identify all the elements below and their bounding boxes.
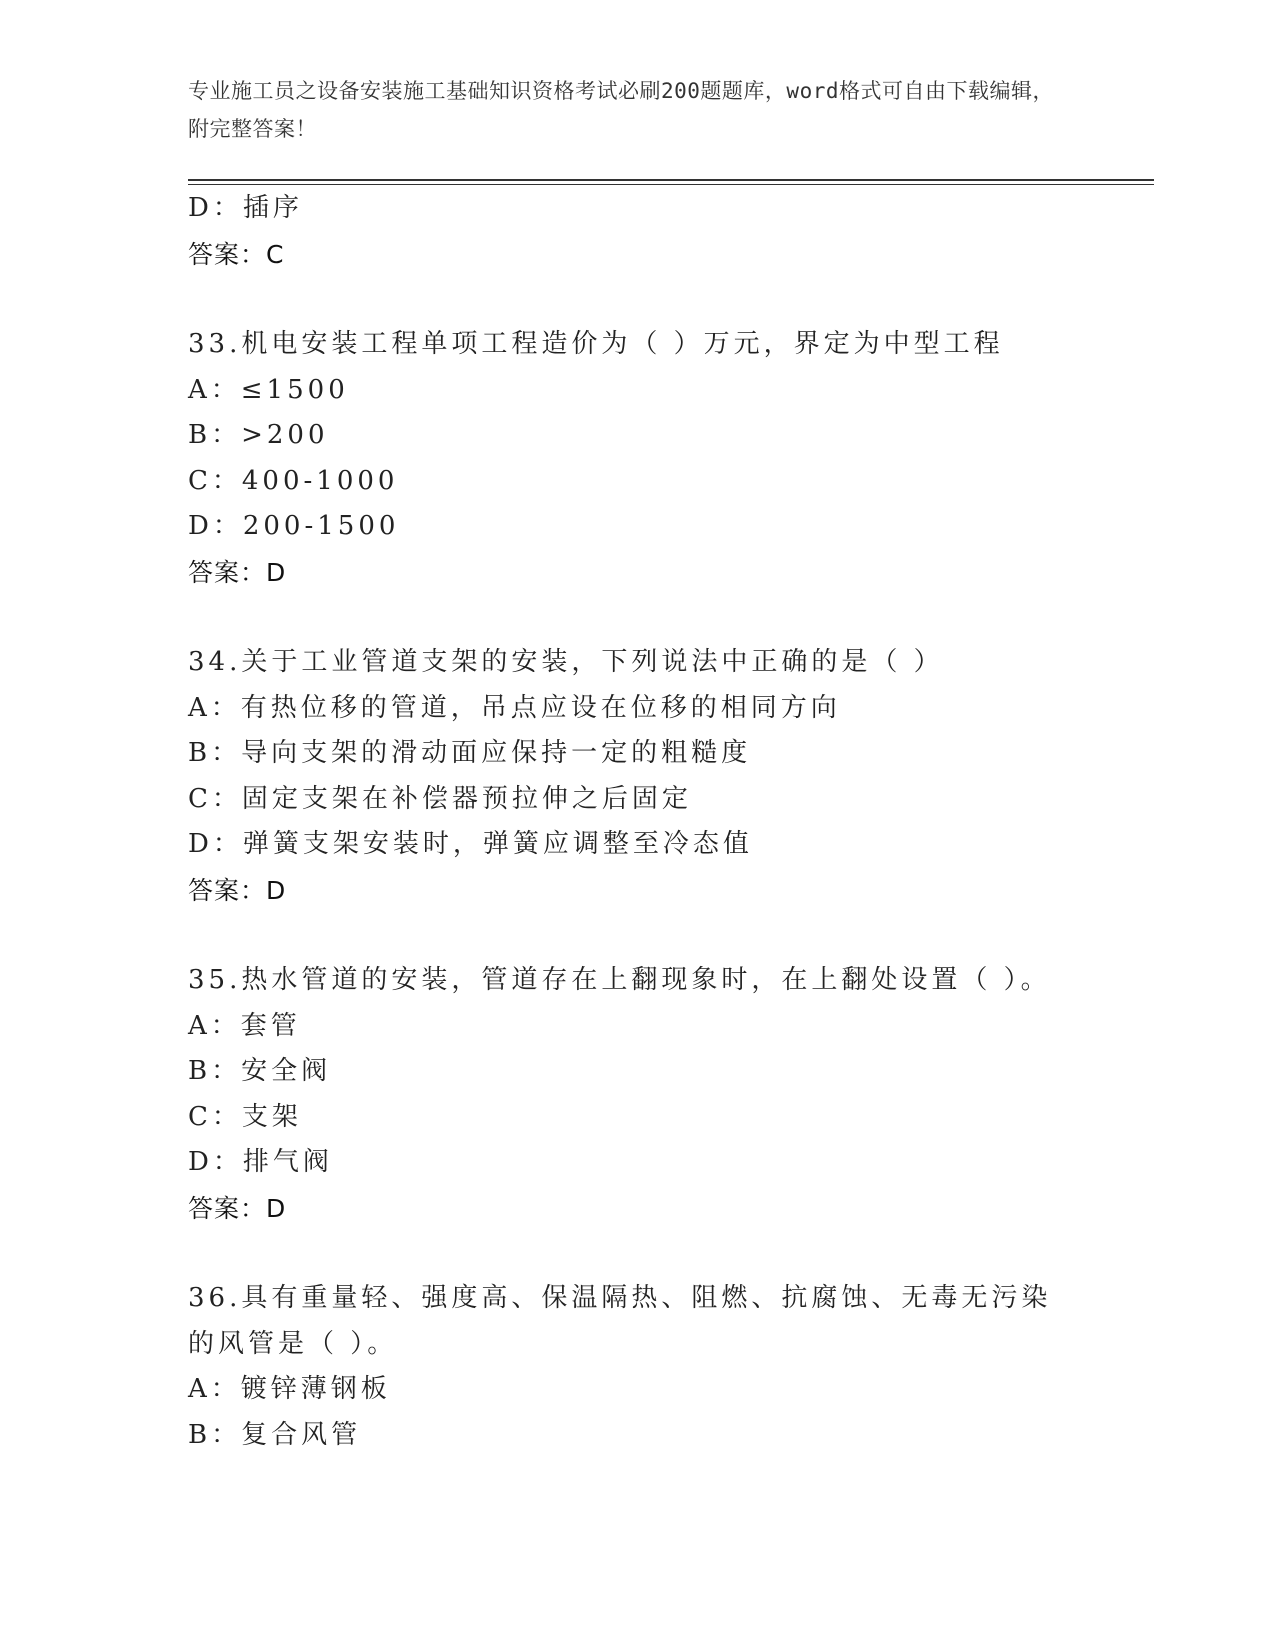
option-text: C：400-1000 — [188, 465, 399, 496]
option-text: C：支架 — [188, 1101, 302, 1132]
question-34 — [188, 640, 1154, 913]
option-text: B：导向支架的滑动面应保持一定的粗糙度 — [188, 738, 752, 768]
document-header: 专业施工员之设备安装施工基础知识资格考试必刷200题题库，word格式可自由下载编辑，附完整答案！ — [188, 79, 1054, 141]
option-text: A：有热位移的管道，吊点应设在位移的相同方向 — [188, 692, 841, 723]
answer-text: 答案：D — [188, 557, 287, 587]
option-text: B：安全阀 — [188, 1056, 332, 1086]
answer-text: 答案：C — [188, 239, 285, 269]
header-divider — [188, 179, 1154, 181]
option-text: A：套管 — [188, 1010, 301, 1041]
option-text: A：≤1500 — [188, 374, 349, 405]
question-stem: 35.热水管道的安装，管道存在上翻现象时，在上翻处设置（ ）。 — [188, 965, 1051, 995]
document-body — [188, 186, 1154, 1458]
option-text: D：排气阀 — [188, 1147, 333, 1177]
option-text: D：200-1500 — [188, 511, 400, 541]
option-text: B：>200 — [188, 420, 329, 450]
question-36 — [188, 1276, 1154, 1458]
question-stem: 36.具有重量轻、强度高、保温隔热、阻燃、抗腐蚀、无毒无污染的风管是（ ）。 — [188, 1283, 1052, 1359]
option-text: A：镀锌薄钢板 — [188, 1374, 391, 1404]
option-text: D：弹簧支架安装时，弹簧应调整至冷态值 — [188, 829, 753, 859]
option-text: C：固定支架在补偿器预拉伸之后固定 — [188, 783, 692, 814]
answer-text: 答案：D — [188, 1193, 287, 1223]
question-33 — [188, 322, 1154, 595]
answer-text: 答案：D — [188, 875, 287, 905]
option-text: B：复合风管 — [188, 1419, 362, 1450]
header-divider-thin — [188, 184, 1154, 185]
question-35 — [188, 958, 1154, 1231]
question-stem: 33.机电安装工程单项工程造价为（ ）万元，界定为中型工程 — [188, 329, 1004, 359]
option-text: D：插序 — [188, 193, 303, 223]
question-stem: 34.关于工业管道支架的安装，下列说法中正确的是（ ） — [188, 647, 944, 677]
